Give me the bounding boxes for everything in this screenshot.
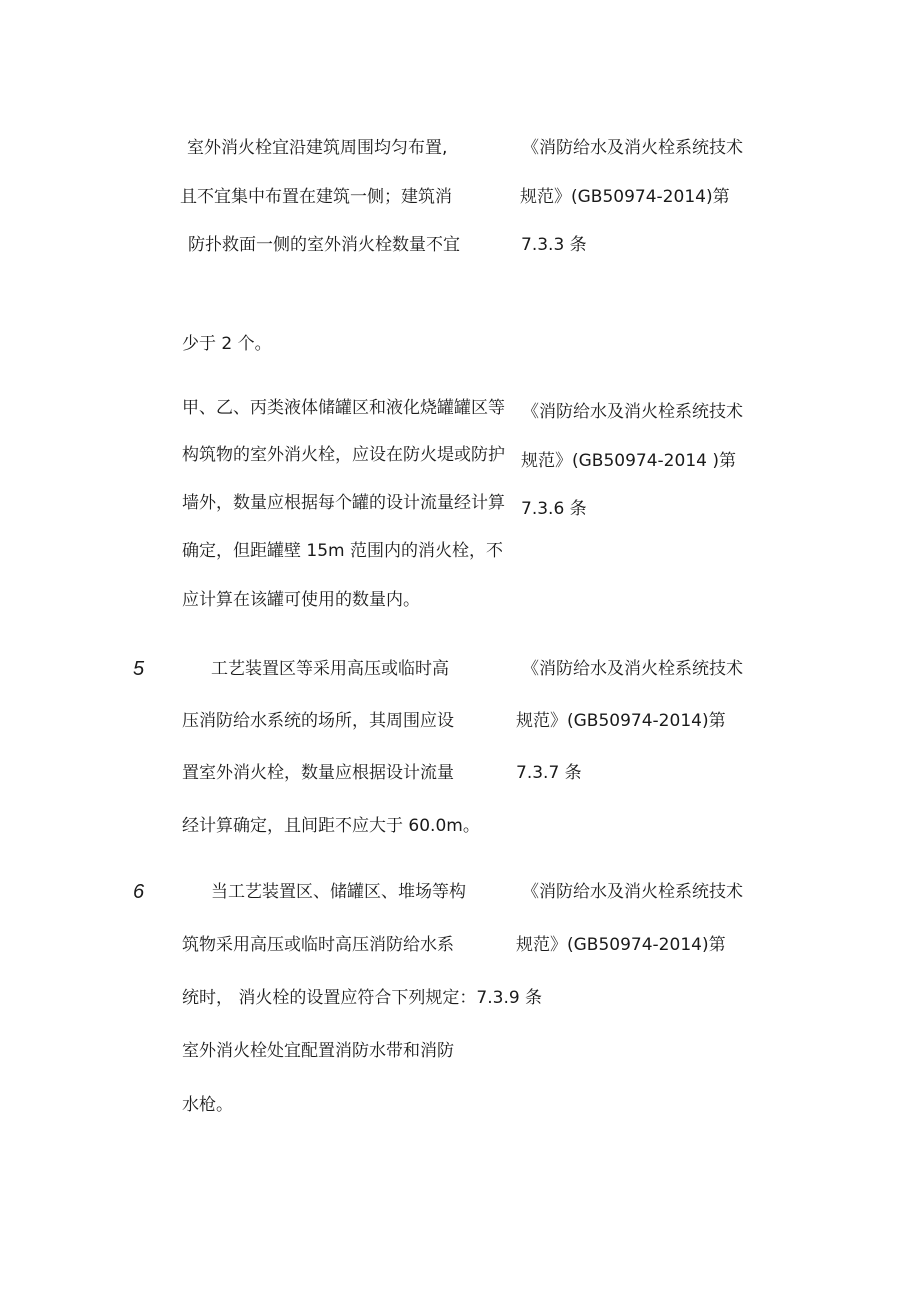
row-6-desc-line-3: 统时， 消火栓的设置应符合下列规定：7.3.9 条 [182, 988, 543, 1008]
row-6-desc-line-4: 室外消火栓处宜配置消防水带和消防 [182, 1041, 454, 1061]
row-6-ref-line-2: 规范》(GB50974-2014)第 [516, 935, 726, 955]
row-5-ref-line-2: 规范》(GB50974-2014)第 [516, 711, 726, 731]
row-1-ref-line-1: 《消防给水及消火栓系统技术 [522, 138, 743, 158]
row-2-ref-line-1: 《消防给水及消火栓系统技术 [522, 402, 743, 422]
row-2-desc-line-2: 构筑物的室外消火栓，应设在防火堤或防护 [182, 445, 505, 465]
row-1-ref-line-3: 7.3.3 条 [521, 235, 587, 255]
row-6-desc-line-5: 水枪。 [182, 1095, 233, 1115]
row-number: 6 [133, 881, 145, 903]
row-2-desc-line-1: 甲、乙、丙类液体储罐区和液化烧罐罐区等 [182, 398, 505, 418]
row-6-desc-line-1: 当工艺装置区、储罐区、堆场等构 [211, 882, 466, 902]
row-1-desc-line-3: 防扑救面一侧的室外消火栓数量不宜 [188, 235, 460, 255]
row-5-desc-line-3: 置室外消火栓，数量应根据设计流量 [182, 763, 454, 783]
row-1-desc-line-4: 少于 2 个。 [182, 334, 272, 354]
row-1-desc-line-2: 且不宜集中布置在建筑一侧；建筑消 [180, 187, 452, 207]
row-5-ref-line-3: 7.3.7 条 [516, 763, 582, 783]
row-5-ref-line-1: 《消防给水及消火栓系统技术 [522, 659, 743, 679]
row-1-ref-line-2: 规范》(GB50974-2014)第 [520, 187, 730, 207]
row-5-desc-line-2: 压消防给水系统的场所，其周围应设 [182, 711, 454, 731]
row-6-ref-line-1: 《消防给水及消火栓系统技术 [522, 882, 743, 902]
row-number: 5 [133, 658, 145, 680]
row-2-ref-line-2: 规范》(GB50974-2014 )第 [521, 451, 736, 471]
row-5-desc-line-1: 工艺装置区等采用高压或临时高 [211, 659, 449, 679]
row-2-desc-line-5: 应计算在该罐可使用的数量内。 [182, 590, 420, 610]
row-2-desc-line-3: 墙外，数量应根据每个罐的设计流量经计算 [182, 493, 505, 513]
row-6-desc-line-2: 筑物采用高压或临时高压消防给水系 [182, 935, 454, 955]
row-2-ref-line-3: 7.3.6 条 [521, 499, 587, 519]
row-2-desc-line-4: 确定，但距罐壁 15m 范围内的消火栓，不 [182, 541, 503, 561]
row-5-desc-line-4: 经计算确定，且间距不应大于 60.0m。 [182, 816, 480, 836]
row-1-desc-line-1: 室外消火栓宜沿建筑周围均匀布置, [187, 138, 448, 158]
